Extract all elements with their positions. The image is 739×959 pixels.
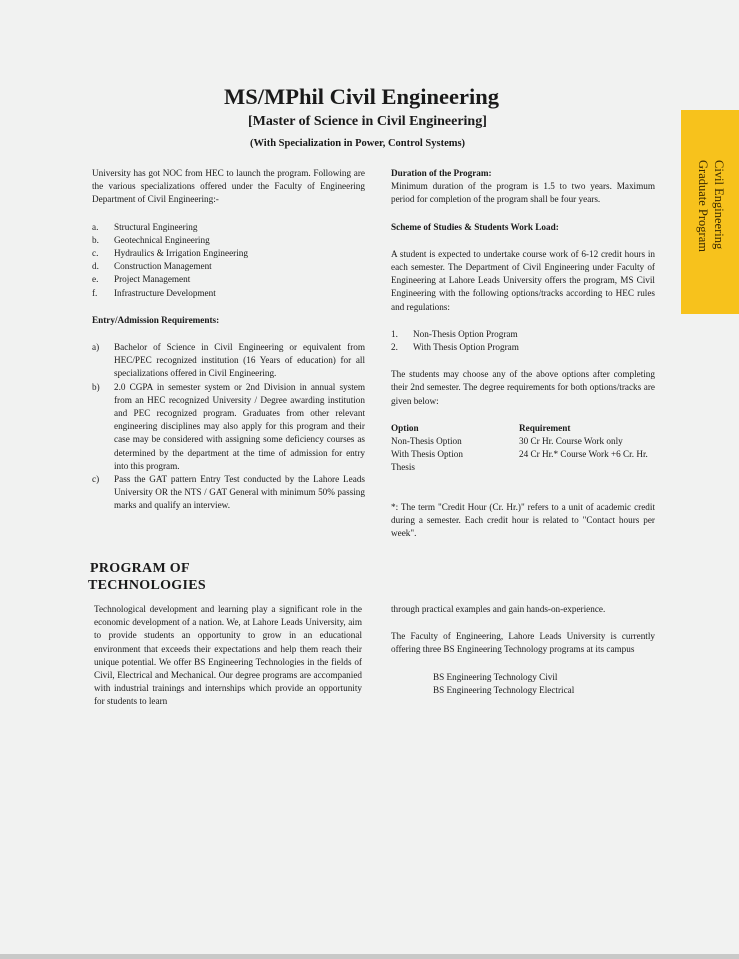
- list-item: [92, 381, 365, 473]
- technologies-heading: [90, 560, 206, 594]
- list-marker: 1.: [391, 328, 398, 339]
- entry-requirements-heading: Entry/Admission Requirements:: [92, 314, 220, 325]
- options-table: [391, 422, 655, 475]
- list-marker: c): [92, 474, 100, 485]
- list-marker: c.: [92, 248, 99, 259]
- right-column: [391, 167, 655, 540]
- list-item-text: Non-Thesis Option Program: [413, 328, 518, 339]
- requirements-list: [92, 341, 365, 513]
- list-item: [92, 341, 365, 381]
- table-cell: 30 Cr Hr. Course Work only: [519, 436, 623, 447]
- list-item: [92, 221, 365, 234]
- scheme-heading: Scheme of Studies & Students Work Load:: [391, 221, 559, 232]
- list-marker: e.: [92, 274, 99, 285]
- list-marker: a): [92, 342, 100, 353]
- list-marker: b.: [92, 234, 99, 245]
- side-tab-line2: Graduate Program: [696, 160, 710, 252]
- list-marker: a.: [92, 221, 99, 232]
- page-title: MS/MPhil Civil Engineering: [224, 84, 500, 109]
- technologies-right-text: [391, 603, 655, 697]
- table-row: [391, 461, 655, 474]
- side-tab: [681, 110, 739, 314]
- bottom-border: [0, 954, 739, 959]
- list-item: [92, 273, 365, 286]
- list-item-text: 2.0 CGPA in semester system or 2nd Division in annual system from an HEC recognized University / Degree awarding institution and PEC recognized program. Graduates from other relevant engineering disciplines may also apply for this program and their case may be considered with assigning some deficiency courses as determined by the department at the time of admission for entry into this program.: [114, 381, 365, 471]
- left-column: [92, 167, 365, 513]
- list-item: [92, 247, 365, 260]
- technologies-heading-line1: PROGRAM OF: [90, 561, 190, 576]
- specialization-note: (With Specialization in Power, Control Systems): [250, 138, 466, 149]
- list-marker: d.: [92, 261, 99, 272]
- list-marker: b): [92, 381, 100, 392]
- list-item: [391, 328, 655, 341]
- list-item-text: Structural Engineering: [114, 221, 198, 232]
- side-tab-text: [695, 160, 727, 252]
- side-tab-line1: Civil Engineering: [712, 160, 726, 250]
- list-item-text: Geotechnical Engineering: [114, 234, 210, 245]
- table-header-cell: Option: [391, 422, 419, 433]
- list-item-text: Project Management: [114, 274, 191, 285]
- list-item: [92, 234, 365, 247]
- list-item-text: Bachelor of Science in Civil Engineering or equivalent from HEC/PEC recognized institution (16 Years of education) for all specializations offered in Civil Engineering.: [114, 342, 365, 379]
- list-item: [391, 341, 655, 354]
- list-item: [92, 473, 365, 513]
- table-cell: With Thesis Option: [391, 449, 463, 460]
- credit-hour-footnote: *: The term "Credit Hour (Cr. Hr.)" refers to a unit of academic credit during a semester. Each credit hour is related to "Contact hours per week".: [391, 501, 655, 539]
- page-subtitle: [Master of Science in Civil Engineering]: [248, 114, 487, 129]
- technologies-continued: through practical examples and gain hands-on-experience.: [391, 604, 606, 614]
- specializations-list: [92, 221, 365, 300]
- table-cell: 24 Cr Hr.* Course Work +6 Cr. Hr.: [519, 449, 648, 460]
- list-item: BS Engineering Technology Electrical: [433, 684, 575, 695]
- list-item-text: Construction Management: [114, 261, 212, 272]
- program-options-list: [391, 328, 655, 354]
- table-header-row: [391, 422, 655, 435]
- list-item: [92, 287, 365, 300]
- scheme-text: A student is expected to undertake course work of 6-12 credit hours in each semester. The Department of Civil Engineering under Faculty of Engineering at Lahore Leads University offers the program, MS Civil Engineering with the following options/tracks according to HEC rules and regulations:: [391, 248, 655, 312]
- technologies-offering: The Faculty of Engineering, Lahore Leads University is currently offering three BS Engineering Technology programs at its campus: [391, 631, 655, 655]
- technologies-paragraph: Technological development and learning play a significant role in the economic development of a nation. We, at Lahore Leads University, aim to provide students an opportunity to grow in an educational environment that exceeds their expectations and help them reach their unique potential. We offer BS Engineering Technologies in the fields of Civil, Electrical and Mechanical. Our degree programs are accompanied with industrial trainings and internships which provide an opportunity for students to learn: [94, 604, 362, 707]
- list-item-text: Hydraulics & Irrigation Engineering: [114, 248, 248, 259]
- technologies-left-text: [94, 603, 362, 709]
- list-item: [92, 260, 365, 273]
- intro-paragraph: University has got NOC from HEC to launch the program. Following are the various specializations offered under the Faculty of Engineering Department of Civil Engineering:-: [92, 168, 365, 205]
- choose-text: The students may choose any of the above options after completing their 2nd semester. The degree requirements for both options/tracks are given below:: [391, 369, 655, 406]
- table-row: [391, 435, 655, 448]
- table-header-cell: Requirement: [519, 422, 571, 433]
- technologies-heading-line2: TECHNOLOGIES: [88, 578, 206, 593]
- duration-heading: Duration of the Program:: [391, 168, 492, 178]
- list-item-text: Infrastructure Development: [114, 287, 216, 298]
- list-item-text: With Thesis Option Program: [413, 342, 519, 353]
- list-item-text: Pass the GAT pattern Entry Test conducted by the Lahore Leads University OR the NTS / GAT General with minimum 50% passing marks and qualify an interview.: [114, 474, 365, 511]
- list-marker: f.: [92, 287, 98, 298]
- table-cell: Thesis: [391, 462, 415, 473]
- table-row: [391, 448, 655, 461]
- list-marker: 2.: [391, 342, 398, 353]
- list-item: BS Engineering Technology Civil: [433, 671, 558, 682]
- bs-programs-list: [391, 671, 655, 697]
- table-cell: Non-Thesis Option: [391, 436, 462, 447]
- duration-text: Minimum duration of the program is 1.5 to two years. Maximum period for completion of the program shall be four years.: [391, 181, 655, 205]
